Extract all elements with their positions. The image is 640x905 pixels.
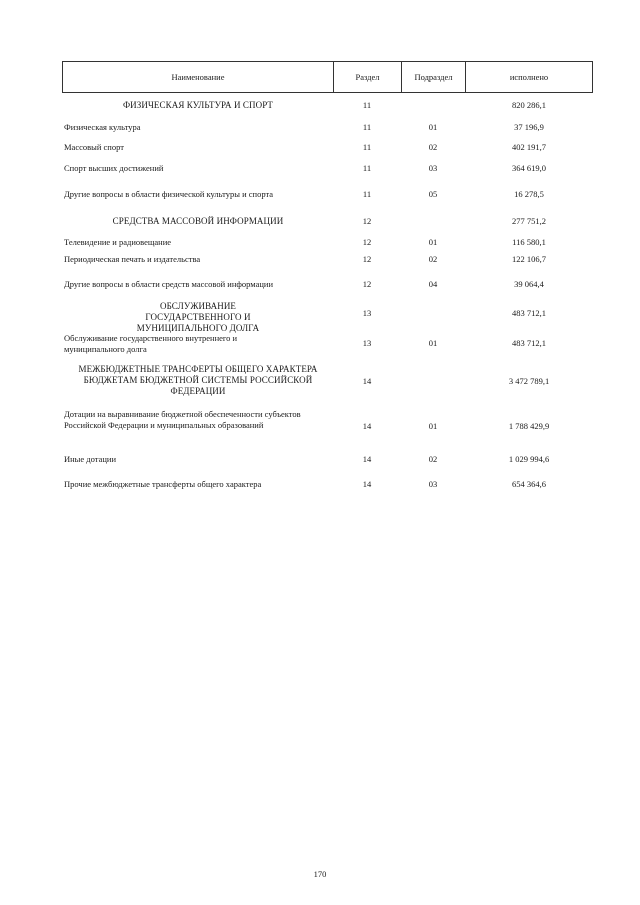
ispolneno-cell: 820 286,1	[512, 100, 546, 110]
section-name: ФИЗИЧЕСКАЯ КУЛЬТУРА И СПОРТ	[122, 100, 274, 110]
razdel-cell: 11	[362, 142, 372, 152]
razdel-cell: 13	[362, 308, 372, 318]
razdel-cell: 12	[362, 216, 372, 226]
item-name: Обслуживание государственного внутреннего и муниципального долга	[64, 333, 238, 354]
podrazdel-cell: 01	[428, 338, 438, 348]
ispolneno-cell: 654 364,6	[512, 479, 546, 489]
razdel-cell: 14	[362, 376, 372, 386]
razdel-cell: 12	[362, 237, 372, 247]
table-header	[62, 61, 593, 93]
razdel-cell: 11	[362, 100, 372, 110]
ispolneno-cell: 277 751,2	[512, 216, 546, 226]
razdel-cell: 11	[362, 189, 372, 199]
section-name: МЕЖБЮДЖЕТНЫЕ ТРАНСФЕРТЫ ОБЩЕГО ХАРАКТЕРА БЮДЖЕТАМ БЮДЖЕТНОЙ СИСТЕМЫ РОССИЙСКОЙ ФЕДЕРАЦИИ	[78, 364, 318, 396]
podrazdel-cell: 05	[428, 189, 438, 199]
razdel-cell: 14	[362, 479, 372, 489]
podrazdel-cell: 04	[428, 279, 438, 289]
podrazdel-cell: 01	[428, 122, 438, 132]
ispolneno-cell: 39 064,4	[514, 279, 544, 289]
razdel-cell: 12	[362, 279, 372, 289]
section-name: ОБСЛУЖИВАНИЕ ГОСУДАРСТВЕННОГО И МУНИЦИПАЛЬНОГО ДОЛГА	[136, 301, 260, 333]
item-name: Массовый спорт	[64, 142, 124, 152]
ispolneno-cell: 483 712,1	[512, 308, 546, 318]
item-name: Физическая культура	[64, 122, 141, 132]
ispolneno-cell: 1 788 429,9	[508, 421, 550, 431]
ispolneno-cell: 3 472 789,1	[508, 376, 550, 386]
item-name: Другие вопросы в области средств массовой информации	[64, 279, 273, 289]
item-name: Дотации на выравнивание бюджетной обеспеченности субъектов Российской Федерации и муниципальных образований	[64, 409, 301, 430]
podrazdel-cell: 02	[428, 454, 438, 464]
header-podrazdel: Подраздел	[402, 62, 466, 92]
podrazdel-cell: 03	[428, 163, 438, 173]
ispolneno-cell: 364 619,0	[512, 163, 546, 173]
razdel-cell: 11	[362, 122, 372, 132]
item-name: Телевидение и радиовещание	[64, 237, 172, 247]
item-name: Периодическая печать и издательства	[64, 254, 201, 264]
ispolneno-cell: 122 106,7	[512, 254, 546, 264]
podrazdel-cell: 03	[428, 479, 438, 489]
header-name: Наименование	[63, 62, 334, 92]
item-name: Спорт высших достижений	[64, 163, 164, 173]
ispolneno-cell: 37 196,9	[514, 122, 544, 132]
item-name: Другие вопросы в области физической культуры и спорта	[64, 189, 274, 199]
ispolneno-cell: 1 029 994,6	[508, 454, 550, 464]
header-ispolneno: исполнено	[509, 72, 549, 82]
ispolneno-cell: 16 278,5	[514, 189, 544, 199]
item-name: Прочие межбюджетные трансферты общего характера	[64, 479, 262, 489]
section-name: СРЕДСТВА МАССОВОЙ ИНФОРМАЦИИ	[112, 216, 284, 226]
razdel-cell: 11	[362, 163, 372, 173]
podrazdel-cell: 02	[428, 142, 438, 152]
ispolneno-cell: 116 580,1	[512, 237, 546, 247]
podrazdel-cell: 02	[428, 254, 438, 264]
razdel-cell: 14	[362, 454, 372, 464]
item-name: Иные дотации	[64, 454, 116, 464]
razdel-cell: 12	[362, 254, 372, 264]
ispolneno-cell: 483 712,1	[512, 338, 546, 348]
podrazdel-cell: 01	[428, 421, 438, 431]
page-number: 170	[313, 869, 327, 879]
razdel-cell: 13	[362, 338, 372, 348]
header-razdel: Раздел	[334, 62, 402, 92]
ispolneno-cell: 402 191,7	[512, 142, 546, 152]
razdel-cell: 14	[362, 421, 372, 431]
podrazdel-cell: 01	[428, 237, 438, 247]
